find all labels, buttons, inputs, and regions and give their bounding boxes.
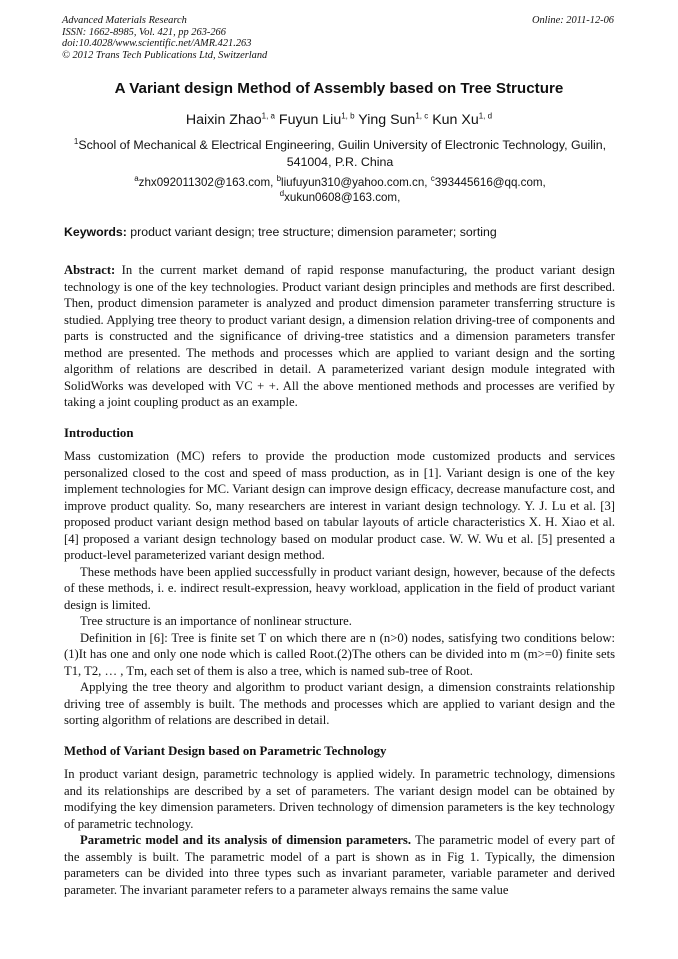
- affiliation-text: School of Mechanical & Electrical Engineering, Guilin University of Electronic Technology, Guilin, 541004, P.R. China: [78, 138, 607, 169]
- keywords-label: Keywords:: [64, 225, 127, 239]
- author-name: Ying Sun: [358, 112, 416, 128]
- keywords-text: product variant design; tree structure; dimension parameter; sorting: [130, 225, 497, 239]
- abstract-text: In the current market demand of rapid response manufacturing, the product variant design technology is one of the key technologies. Product variant design principles and methods are first described. Then, product dimension parameter is analyzed and product dimension parameter transferring structure is studied. Applying tree theory to product variant design, a dimension relation driving-tree of components and parts is constructed and the significance of driving-tree statistics and a dimension parameters transfer method are presented. The methods and processes which are applied to variant design and the sorting algorithm of relations are described in detail. A parameterized variant design module integrated with SolidWorks was developed with VC + +. All the above mentioned methods and processes are verified by taking a joint coupling product as an example.: [64, 263, 615, 409]
- email-sup: a: [134, 174, 139, 184]
- email[interactable]: xukun0608@163.com,: [284, 191, 401, 204]
- affiliation: [64, 137, 616, 171]
- author-sup: 1, a: [261, 111, 275, 121]
- author-name: Fuyun Liu: [278, 112, 342, 128]
- paragraph: In product variant design, parametric technology is applied widely. In parametric technology, dimensions and its relationships are described by a set of parameters. The variant design model can be obtained by modifying the key dimension parameters. Driven technology of dimension parameters is the key technology of parametric technology.: [64, 767, 615, 831]
- journal-header: [62, 15, 267, 61]
- issn-line: ISSN: 1662-8985, Vol. 421, pp 263-266: [62, 26, 226, 38]
- affiliation-sup: 1: [73, 136, 79, 146]
- paragraph: Definition in [6]: Tree is finite set T on which there are n (n>0) nodes, satisfying two conditions below:(1)It has one and only one node which is called Root.(2)The others can be divided into m (m>=0) finite sets T1, T2, … , Tm, each set of them is also a tree, which is named sub-tree of Root.: [64, 630, 615, 678]
- copyright-line: © 2012 Trans Tech Publications Ltd, Switzerland: [62, 49, 268, 61]
- journal-name: Advanced Materials Research: [62, 15, 187, 26]
- paragraph: Mass customization (MC) refers to provide the production mode customized products and services personalized closed to the cost and speed of mass production, as in [1]. Variant design is one of the key implement technologies for MC. Variant design can improve design efficacy, decrease manufacture cost, and improve product quality. So, many researchers are interest in variant design technology. Y. J. Lu et al. [3] proposed product variant design method based on tabular layouts of article characteristics X. H. Xiao et al. [4] proposed a variant design technology based on modular product case. W. W. Wu et al. [5] presented a product-level parameterized variant design method.: [64, 449, 615, 562]
- paragraph: Tree structure is an importance of nonlinear structure.: [80, 614, 352, 628]
- paper-title: A Variant design Method of Assembly based on Tree Structure: [114, 80, 564, 97]
- paragraph: These methods have been applied successfully in product variant design, however, because of the defects of these methods, i. e. indirect result-expression, heavy workload, application in the field of product variant design is limited.: [64, 564, 615, 612]
- author-sup: 1, c: [415, 111, 429, 121]
- email-list: [64, 175, 616, 205]
- doi-line: doi:10.4028/www.scientific.net/AMR.421.263: [62, 38, 252, 50]
- paragraph: Applying the tree theory and algorithm to product variant design, a dimension constraints relationship driving tree of assembly is built. The methods and processes which are applied to variant design and the sorting algorithm of relations are described in detail.: [64, 680, 615, 727]
- paragraph-text: The parametric model of every part of the assembly is built. The parametric model of a part is shown as in Fig 1. Typically, the dimension parameters can be divided into three types such as invariant parameter, variable parameter and derived parameter. The invariant parameter refers to a parameter always remains the same value: [64, 833, 616, 897]
- email[interactable]: 393445616@qq.com,: [434, 176, 546, 189]
- method-heading: Method of Variant Design based on Parametric Technology: [64, 744, 387, 758]
- author-name: Haixin Zhao: [185, 112, 262, 128]
- email-sup: d: [279, 189, 285, 199]
- method-body: [64, 766, 615, 898]
- email-sup: b: [276, 174, 282, 184]
- keywords: [64, 225, 616, 239]
- author-sup: 1, d: [478, 111, 493, 121]
- email-sup: c: [430, 174, 435, 184]
- introduction-heading: Introduction: [64, 426, 134, 440]
- author-list: [0, 112, 678, 128]
- author-sup: 1, b: [341, 111, 355, 121]
- author-name: Kun Xu: [432, 112, 479, 128]
- email[interactable]: zhx092011302@163.com,: [138, 176, 274, 189]
- introduction-body: [64, 448, 615, 729]
- email[interactable]: liufuyun310@yahoo.com.cn,: [281, 176, 428, 189]
- paragraph: [64, 832, 615, 898]
- online-date: Online: 2011-12-06: [531, 15, 614, 26]
- subheading: Parametric model and its analysis of dimension parameters.: [80, 833, 412, 847]
- abstract-label: Abstract:: [64, 263, 116, 277]
- abstract: [64, 262, 615, 411]
